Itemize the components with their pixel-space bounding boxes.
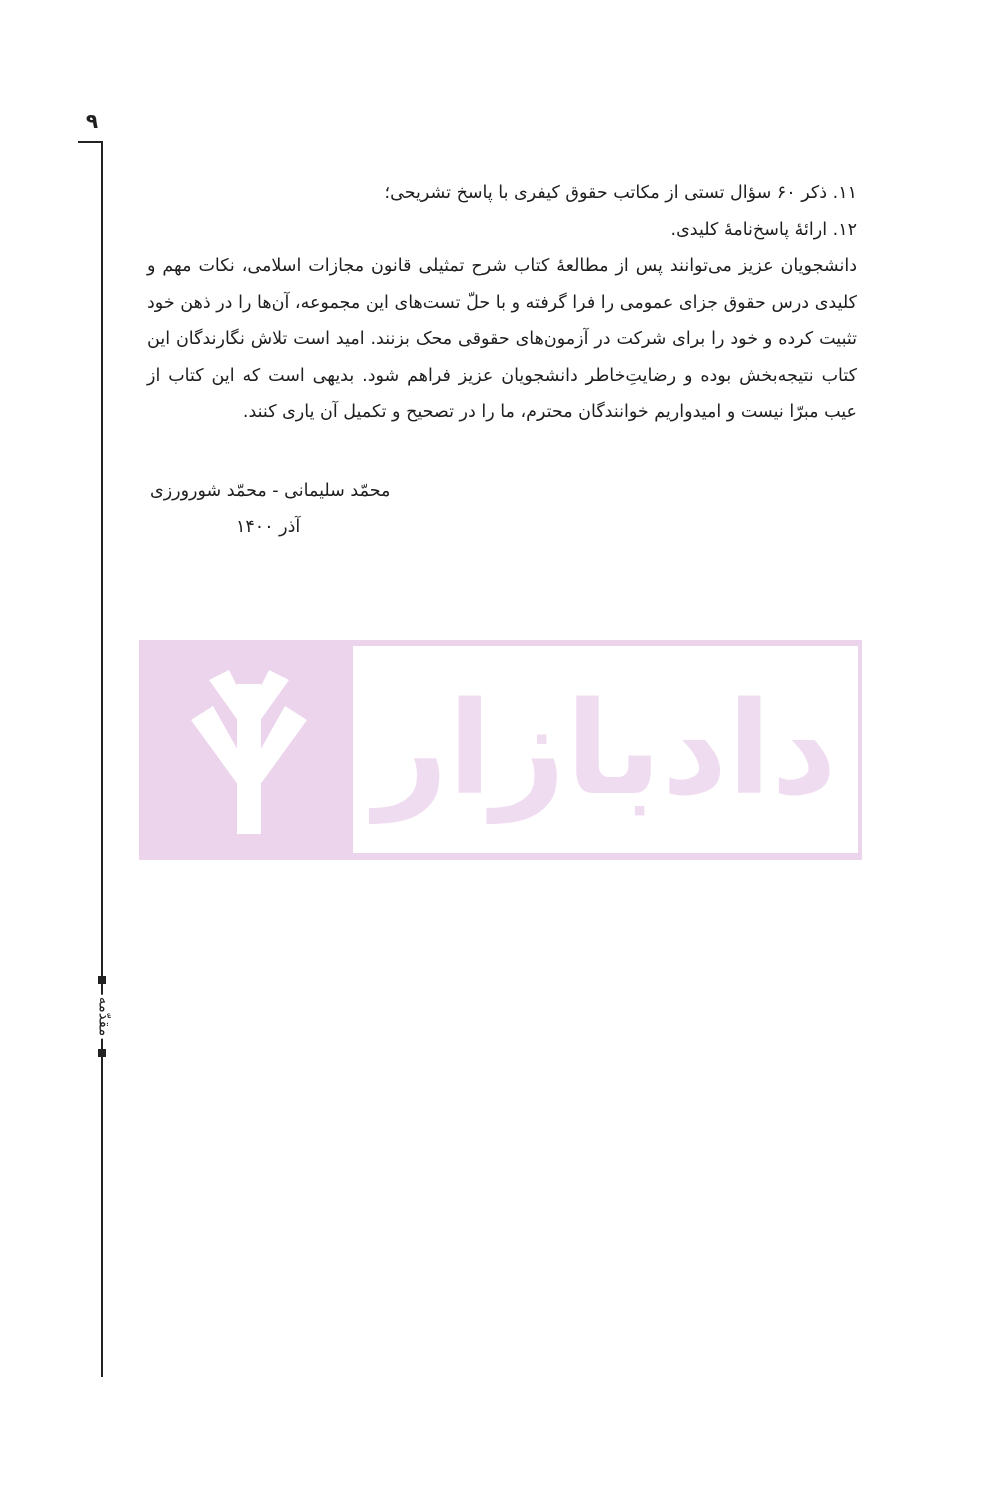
body-text <box>147 175 857 431</box>
page-number: ۹ <box>85 109 99 133</box>
author-signature: محمّد سلیمانی - محمّد شورورزی <box>150 481 391 501</box>
watermark-text: دادبازار <box>374 675 837 824</box>
margin-rule <box>101 141 103 1377</box>
body-paragraph: دانشجویان عزیز می‌توانند پس از مطالعهٔ کتاب شرح تمثیلی قانون مجازات اسلامی، نکات مهم و کلیدی درس حقوق جزای عمومی را فرا گرفته و با حلّ تست‌های این مجموعه، آن‌ها را در ذهن خود تثبیت کرده و خود را برای شرکت در آزمون‌های حقوقی محک بزنند. امید است تلاش نگارندگان این کتاب نتیجه‌بخش بوده و رضایتِ‌خاطر دانشجویان عزیز فراهم شود. بدیهی است که این کتاب از عیب مبرّا نیست و امیدواریم خوانندگان محترم، ما را در تصحیح و تکمیل آن یاری کنند. <box>147 256 857 422</box>
date-line: آذر ۱۴۰۰ <box>236 517 301 537</box>
margin-rule-hook <box>78 141 102 143</box>
list-item: ۱۲. ارائهٔ پاسخ‌نامهٔ کلیدی. <box>670 219 857 240</box>
section-marker-bottom <box>98 1049 106 1057</box>
list-item: ۱۱. ذکر ۶۰ سؤال تستی از مکاتب حقوق کیفری با پاسخ تشریحی؛ <box>384 183 857 203</box>
watermark-logo-icon <box>169 660 329 840</box>
watermark <box>139 640 862 860</box>
section-label <box>91 990 117 1042</box>
section-label-text: مقدّمه <box>95 996 114 1036</box>
section-marker-top <box>98 976 106 984</box>
